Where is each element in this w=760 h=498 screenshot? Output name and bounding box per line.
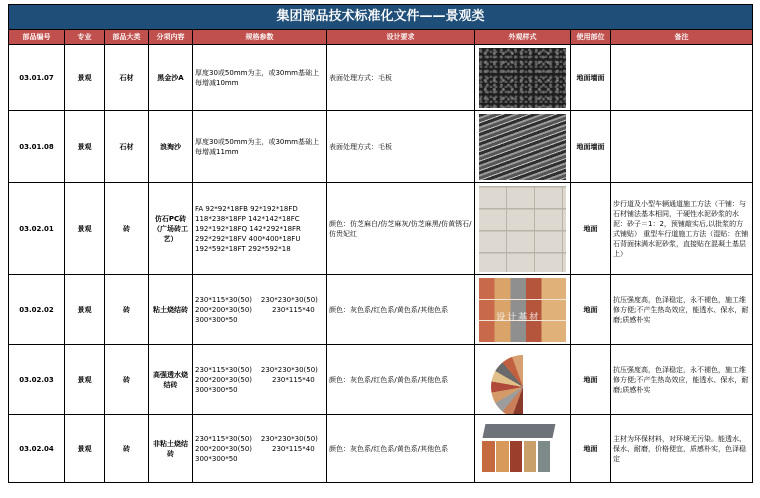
cell-spec: 230*115*30(50) 230*230*30(50) 200*200*30(50) 230*115*40 300*300*50 <box>193 415 327 483</box>
cell-code: 03.02.04 <box>9 415 65 483</box>
cell-note: 主材为环保材料，对环境无污染。能透水、保水、耐磨，价格便宜，质感朴实，色泽稳定 <box>611 415 753 483</box>
clay-brick-image <box>479 278 566 342</box>
cell-note: 抗压强度高，色泽稳定，永不褪色，施工维修方便;不产生热岛效应，能透水、保水，耐磨;质感朴实 <box>611 345 753 415</box>
cell-code: 03.01.08 <box>9 111 65 183</box>
table-row <box>9 111 753 183</box>
cell-appearance <box>475 275 571 345</box>
cell-design: 表面处理方式：毛板 <box>327 111 475 183</box>
cell-appearance <box>475 345 571 415</box>
sheet-title: 集团部品技术标准化文件——景观类 <box>9 5 753 30</box>
cell-code: 03.02.02 <box>9 275 65 345</box>
pc-tile-image <box>479 186 566 272</box>
cell-item: 高强透水烧结砖 <box>149 345 193 415</box>
cell-appearance <box>475 415 571 483</box>
cell-location: 地面 <box>571 345 611 415</box>
cell-major: 景观 <box>65 111 105 183</box>
image-watermark: 设计基材 <box>496 312 541 323</box>
cell-location: 地面 <box>571 275 611 345</box>
cell-major: 景观 <box>65 183 105 275</box>
cell-design: 颜色：灰色系/红色系/黄色系/其他色系 <box>327 345 475 415</box>
title-row <box>9 5 753 30</box>
cell-note <box>611 45 753 111</box>
header-row <box>9 30 753 45</box>
cell-item: 粘土烧结砖 <box>149 275 193 345</box>
standards-table <box>8 4 753 483</box>
cell-note: 步行道及小型车辆通道施工方法（干铺：与石材铺法基本相同，干硬性水泥砂浆的水泥：砂子＝1：2，预铺敲实后,以批浆的方式铺贴） 重型车行道施工方法（湿贴：在铺石背面抹满水泥砂浆，直接贴在混凝土基层上） <box>611 183 753 275</box>
cell-location: 地面墙面 <box>571 111 611 183</box>
cell-item: 仿石PC砖（广场砖工艺） <box>149 183 193 275</box>
cell-item: 浪淘沙 <box>149 111 193 183</box>
cell-category: 石材 <box>105 45 149 111</box>
cell-category: 砖 <box>105 415 149 483</box>
cell-major: 景观 <box>65 275 105 345</box>
table-row <box>9 183 753 275</box>
cell-appearance <box>475 111 571 183</box>
table-row <box>9 415 753 483</box>
cell-spec: 厚度30或50mm为主，或30mm基础上每增减11mm <box>193 111 327 183</box>
header-code: 部品编号 <box>9 30 65 45</box>
cell-design: 颜色：灰色系/红色系/黄色系/其他色系 <box>327 275 475 345</box>
header-spec: 规格参数 <box>193 30 327 45</box>
cell-code: 03.02.01 <box>9 183 65 275</box>
cell-category: 石材 <box>105 111 149 183</box>
non-clay-brick-image <box>479 418 566 480</box>
cell-code: 03.02.03 <box>9 345 65 415</box>
cell-spec: 230*115*30(50) 230*230*30(50) 200*200*30(50) 230*115*40 300*300*50 <box>193 275 327 345</box>
cell-appearance <box>475 45 571 111</box>
cell-category: 砖 <box>105 183 149 275</box>
cell-code: 03.01.07 <box>9 45 65 111</box>
cell-design: 颜色：仿芝麻白/仿芝麻灰/仿芝麻黑/仿黄锈石/仿贵妃红 <box>327 183 475 275</box>
cell-major: 景观 <box>65 345 105 415</box>
cell-location: 地面墙面 <box>571 45 611 111</box>
cell-category: 砖 <box>105 275 149 345</box>
cell-spec: 230*115*30(50) 230*230*30(50) 200*200*30(50) 230*115*40 300*300*50 <box>193 345 327 415</box>
cell-design: 表面处理方式：毛板 <box>327 45 475 111</box>
cell-spec: FA 92*92*18FB 92*192*18FD 118*238*18FP 142*142*18FC 192*192*18FQ 142*292*18FR 292*292*18FV 400*400*18FU 192*592*18FT 292*592*18 <box>193 183 327 275</box>
cell-location: 地面 <box>571 183 611 275</box>
header-category: 部品大类 <box>105 30 149 45</box>
cell-note <box>611 111 753 183</box>
cell-design: 颜色：灰色系/红色系/黄色系/其他色系 <box>327 415 475 483</box>
table-row <box>9 345 753 415</box>
header-appearance: 外观样式 <box>475 30 571 45</box>
cell-category: 砖 <box>105 345 149 415</box>
cell-spec: 厚度30或50mm为主，或30mm基础上每增减10mm <box>193 45 327 111</box>
header-major: 专业 <box>65 30 105 45</box>
table-row <box>9 45 753 111</box>
header-note: 备注 <box>611 30 753 45</box>
header-design: 设计要求 <box>327 30 475 45</box>
permeable-brick-image <box>479 348 566 412</box>
cell-appearance <box>475 183 571 275</box>
cell-note: 抗压强度高，色泽稳定，永不褪色，施工维修方便;不产生热岛效应，能透水、保水，耐磨;质感朴实 <box>611 275 753 345</box>
header-location: 使用部位 <box>571 30 611 45</box>
cell-major: 景观 <box>65 45 105 111</box>
cell-item: 黑金沙A <box>149 45 193 111</box>
wave-sand-granite-image <box>479 114 566 180</box>
header-item: 分项内容 <box>149 30 193 45</box>
black-granite-image <box>479 48 566 108</box>
table-row <box>9 275 753 345</box>
cell-item: 非粘土烧结砖 <box>149 415 193 483</box>
cell-major: 景观 <box>65 415 105 483</box>
cell-location: 地面 <box>571 415 611 483</box>
